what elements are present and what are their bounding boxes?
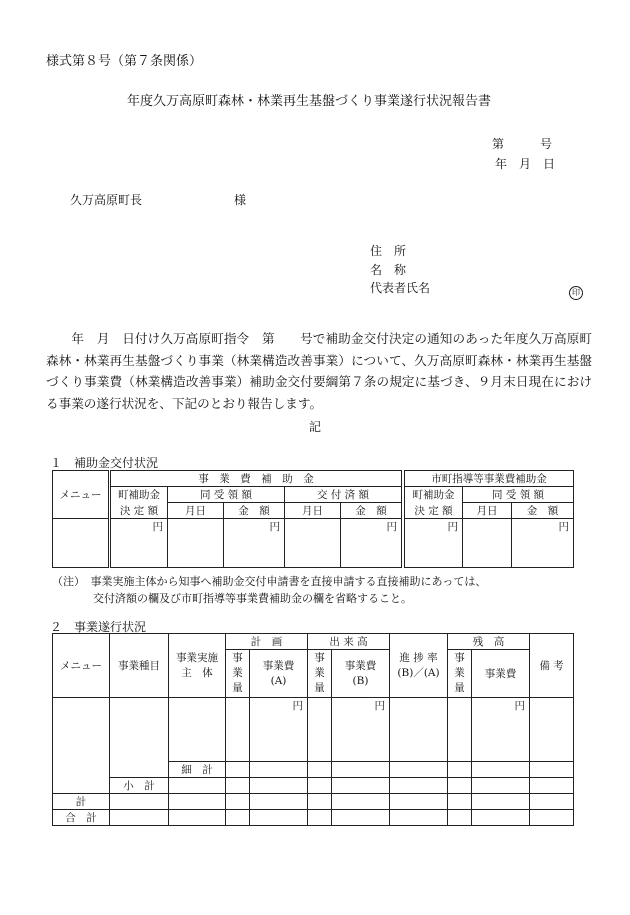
- body-paragraph: 年 月 日付け久万高原町指令 第 号で補助金交付決定の通知のあった年度久万高原町森林・林業再生基盤づくり事業（林業構造改善事業）について、久万高原町森林・林業再生基盤づくり事業費（林業構造改善事業）補助金交付要綱第７条の規定に基づき、９月末日現在における事業の遂行状況を、下記のとおり報告します。: [46, 331, 592, 411]
- remain-qty-c2: 業: [454, 667, 465, 679]
- remain-qty-c3: 量: [454, 682, 465, 694]
- town-subsidy-header: 町補助金: [110, 487, 168, 503]
- amount-header-2: 金 額: [341, 503, 402, 519]
- remain-cost-header: 事業費: [472, 650, 530, 698]
- entity-header: [169, 634, 226, 698]
- receipt-amount-cell-b[interactable]: 円: [512, 519, 574, 568]
- plan-cost-label: 事業費: [262, 659, 295, 672]
- recipient-honorific: 様: [234, 193, 247, 207]
- amount-header: 金 額: [224, 503, 285, 519]
- ki-label: 記: [309, 420, 322, 434]
- result-cost-b: (B): [352, 674, 369, 687]
- type-body-cell[interactable]: [110, 698, 169, 778]
- result-cost-cell[interactable]: 円: [332, 698, 390, 762]
- decision-amount-cell[interactable]: 円: [110, 519, 168, 568]
- type-header: 事業種目: [110, 634, 169, 698]
- representative-label: 代表者氏名: [370, 281, 431, 295]
- decision-amount-header: 決 定 額: [110, 503, 168, 519]
- same-receipt-header-b: 同 受 領 額: [463, 487, 574, 503]
- receipt-date-cell[interactable]: [168, 519, 224, 568]
- note-line-1: （注） 事業実施主体から知事へ補助金交付申請書を直接申請する直接補助にあっては、: [52, 575, 487, 588]
- paid-amount-cell[interactable]: 円: [341, 519, 402, 568]
- group-a-header: 事 業 費 補 助 金: [110, 471, 402, 487]
- decision-amount-cell-b[interactable]: 円: [405, 519, 463, 568]
- plan-qty-cell[interactable]: [226, 698, 250, 762]
- subtotal-label: 小 計: [110, 778, 169, 794]
- result-qty-c3: 量: [314, 682, 325, 694]
- plan-header: 計 画: [226, 634, 308, 650]
- amount-header-b: 金 額: [512, 503, 574, 519]
- remarks-cell[interactable]: [530, 698, 574, 762]
- document-number: 第 号: [492, 137, 553, 151]
- seal-mark: [569, 280, 583, 300]
- progress-header: [390, 634, 448, 698]
- plan-qty-header: [226, 650, 250, 698]
- progress-header-l1: 進 捗 率: [399, 651, 438, 664]
- menu-body-cell[interactable]: [53, 698, 110, 794]
- remain-qty-c1: 事: [454, 652, 465, 664]
- plan-cost-a: (A): [270, 674, 287, 687]
- detail-total-label: 細 計: [169, 762, 226, 778]
- form-label: 様式第８号（第７条関係）: [46, 54, 203, 69]
- remain-header: 残 高: [448, 634, 530, 650]
- paid-date-cell[interactable]: [285, 519, 341, 568]
- menu-header: メニュー: [53, 471, 110, 519]
- group-b-header: 市町指導等事業費補助金: [405, 471, 574, 487]
- seal-icon: 印: [569, 286, 583, 300]
- result-cost-header: [332, 650, 390, 698]
- paid-amount-header: 交 付 済 額: [285, 487, 402, 503]
- address-label: 住 所: [370, 244, 407, 258]
- same-receipt-header: 同 受 領 額: [168, 487, 285, 503]
- receipt-amount-cell[interactable]: 円: [224, 519, 285, 568]
- plan-qty-c1: 事: [232, 652, 243, 664]
- entity-header-l2: 主 体: [181, 666, 213, 679]
- document-title: 年度久万高原町森林・林業再生基盤づくり事業遂行状況報告書: [127, 94, 492, 109]
- recipient-name: 久万高原町長: [70, 193, 143, 207]
- receipt-date-cell-b[interactable]: [463, 519, 512, 568]
- entity-body-cell[interactable]: [169, 698, 226, 762]
- result-cost-label: 事業費: [344, 659, 377, 672]
- result-header: 出 来 高: [308, 634, 390, 650]
- remain-qty-cell[interactable]: [448, 698, 472, 762]
- progress-header-l2: (B)／(A): [397, 666, 440, 679]
- grand-total-label: 合 計: [53, 810, 110, 826]
- menu-cell[interactable]: [53, 519, 110, 568]
- progress-cell[interactable]: [390, 698, 448, 762]
- name-label: 名 称: [370, 263, 407, 277]
- plan-qty-c3: 量: [232, 682, 243, 694]
- menu-header-2: メニュー: [53, 634, 110, 698]
- result-qty-c2: 業: [314, 667, 325, 679]
- remain-cost-cell[interactable]: 円: [472, 698, 530, 762]
- document-date: 年 月 日: [495, 157, 556, 171]
- total-label: 計: [53, 794, 110, 810]
- month-day-header-2: 月日: [285, 503, 341, 519]
- note-line-2: 交付済額の欄及び市町指導等事業費補助金の欄を省略すること。: [93, 592, 412, 605]
- decision-amount-header-b: 決 定 額: [405, 503, 463, 519]
- month-day-header-b: 月日: [463, 503, 512, 519]
- entity-header-l1: 事業実施: [176, 651, 218, 664]
- result-qty-header: [308, 650, 332, 698]
- remain-qty-header: [448, 650, 472, 698]
- section2-heading: ２ 事業遂行状況: [50, 620, 147, 634]
- section1-heading: １ 補助金交付状況: [50, 456, 159, 470]
- plan-cost-header: [250, 650, 308, 698]
- town-subsidy-header-b: 町補助金: [405, 487, 463, 503]
- subsidy-status-table: [52, 470, 574, 568]
- plan-qty-c2: 業: [232, 667, 243, 679]
- progress-status-table: [52, 633, 574, 826]
- remarks-header: 備 考: [530, 634, 574, 698]
- result-qty-cell[interactable]: [308, 698, 332, 762]
- result-qty-c1: 事: [314, 652, 325, 664]
- plan-cost-cell[interactable]: 円: [250, 698, 308, 762]
- month-day-header: 月日: [168, 503, 224, 519]
